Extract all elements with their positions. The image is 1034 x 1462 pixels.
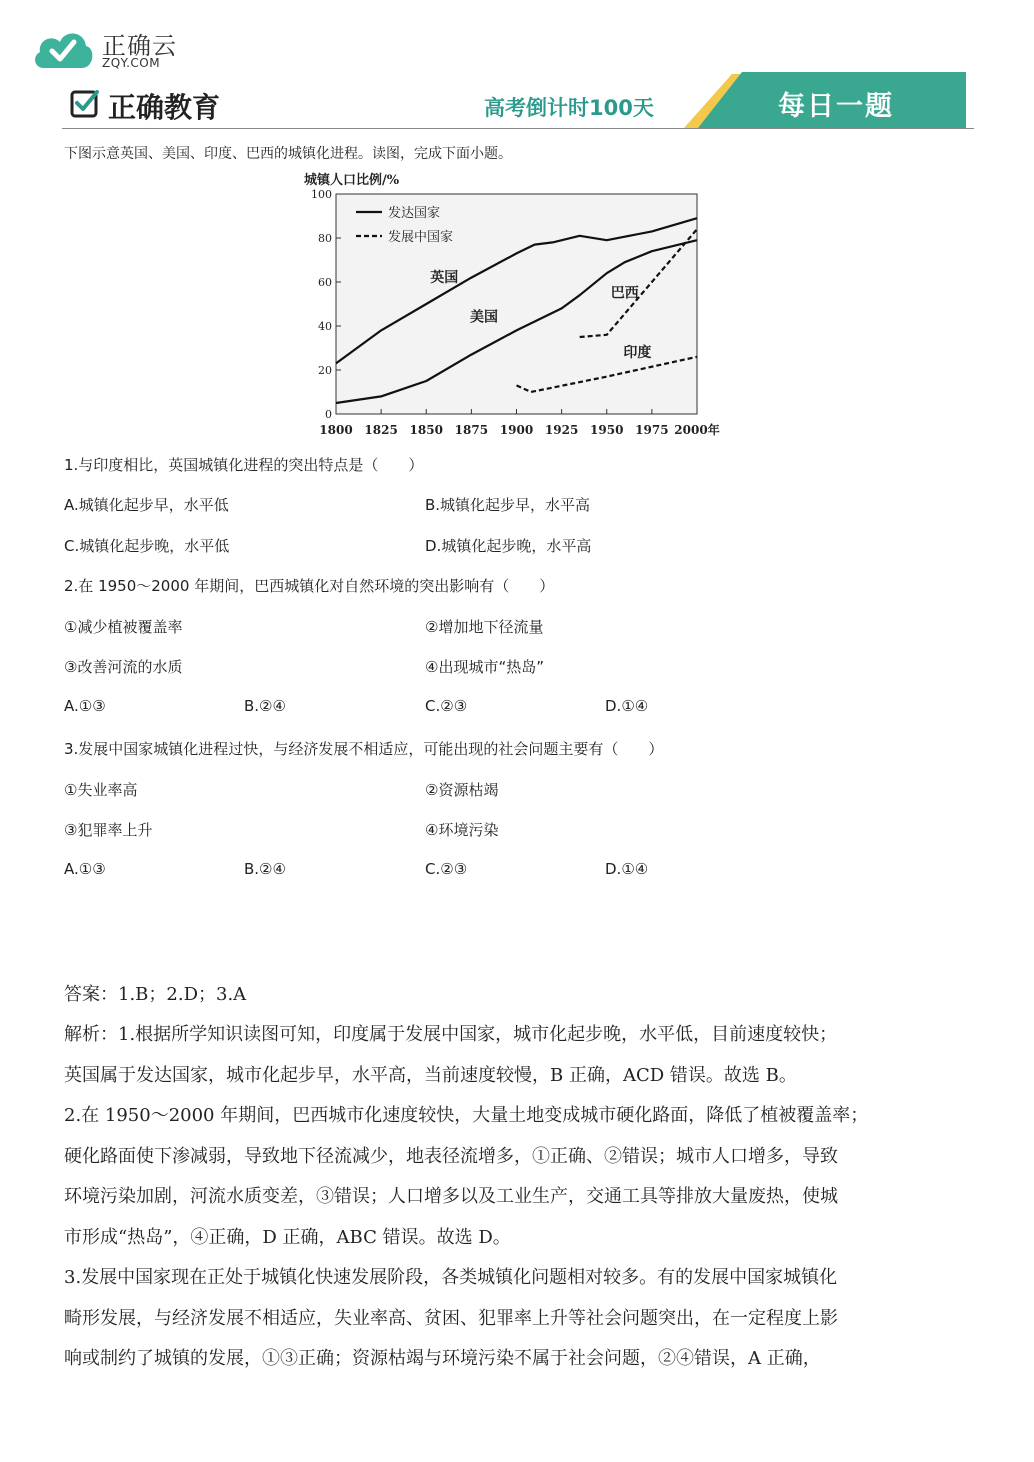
brand-name: 正确云 [102,32,177,60]
series-label: 印度 [623,344,652,361]
series-label: 美国 [470,309,499,326]
analysis-line: 响或制约了城镇的发展，①③正确；资源枯竭与环境污染不属于社会问题，②④错误，A 正确， [64,1348,821,1369]
q2-option-a: A.①③ [64,697,106,715]
x-tick-label: 1800 [319,423,353,437]
analysis-line: 2.在 1950～2000 年期间，巴西城市化速度较快，大量土地变成城市硬化路面，降低了植被覆盖率； [64,1105,869,1126]
urbanization-chart [300,168,730,442]
zqy-cloud-logo-icon [30,24,96,72]
q2-item-2: ②增加地下径流量 [425,618,544,636]
q2-option-c: C.②③ [425,697,468,715]
series-label: 英国 [430,270,459,286]
daily-question-label: 每日一题 [778,91,894,122]
analysis-line: 英国属于发达国家，城市化起步早，水平高，当前速度较慢，B 正确，ACD 错误。故选 B。 [64,1065,797,1086]
q3-option-c: C.②③ [425,860,468,878]
checkbox-logo-icon [70,88,100,118]
x-tick-label: 1875 [454,423,489,437]
q3-option-a: A.①③ [64,860,106,878]
analysis-line: 市形成“热岛”，④正确，D 正确，ABC 错误。故选 D。 [64,1227,511,1248]
intro-text: 下图示意英国、美国、印度、巴西的城镇化进程。读图，完成下面小题。 [64,146,512,162]
legend-label: 发展中国家 [388,230,454,245]
x-tick-label: 1850 [409,423,443,437]
answer-line: 答案：1.B；2.D；3.A [64,984,247,1005]
q1-stem: 1.与印度相比，英国城镇化进程的突出特点是（ ） [64,456,424,474]
x-tick-label: 1950 [590,423,624,437]
analysis-line: 畸形发展，与经济发展不相适应，失业率高、贫困、犯罪率上升等社会问题突出，在一定程度上影 [64,1308,838,1329]
y-tick-label: 0 [325,408,332,421]
countdown-text: 高考倒计时100天 [484,96,654,120]
q2-option-b: B.②④ [244,697,286,715]
q2-stem: 2.在 1950～2000 年期间，巴西城镇化对自然环境的突出影响有（ ） [64,577,555,595]
x-tick-label: 1975 [635,423,669,437]
legend-label: 发达国家 [388,206,441,221]
analysis-line: 3.发展中国家现在正处于城镇化快速发展阶段，各类城镇化问题相对较多。有的发展中国家城镇化 [64,1267,838,1288]
q3-item-2: ②资源枯竭 [425,781,499,799]
analysis-line: 解析：1.根据所学知识读图可知，印度属于发展中国家，城市化起步晚，水平低，目前速度较快； [64,1024,838,1045]
y-tick-label: 40 [318,320,332,333]
x-tick-label: 1925 [544,423,579,437]
y-tick-label: 100 [311,188,332,201]
q1-option-c: C.城镇化起步晚，水平低 [64,537,230,555]
series-label: 巴西 [610,285,639,302]
analysis-line: 硬化路面使下渗减弱，导致地下径流减少，地表径流增多，①正确、②错误；城市人口增多，导致 [64,1146,838,1167]
edu-title: 正确教育 [108,91,221,124]
plot-area [336,194,697,414]
x-tick-label: 1900 [499,423,534,437]
q3-item-1: ①失业率高 [64,781,138,799]
y-axis-label: 城镇人口比例/% [304,173,400,188]
q2-item-1: ①减少植被覆盖率 [64,618,183,636]
q2-option-d: D.①④ [605,697,649,715]
y-tick-label: 60 [318,276,332,289]
q1-option-d: D.城镇化起步晚，水平高 [425,537,592,555]
brand-domain: ZQY.COM [102,56,161,70]
q3-item-4: ④环境污染 [425,821,499,839]
x-tick-label: 1825 [364,423,398,437]
header-divider [62,128,974,129]
q1-option-b: B.城镇化起步早，水平高 [425,496,591,514]
q2-item-4: ④出现城市“热岛” [425,658,544,676]
q3-stem: 3.发展中国家城镇化进程过快，与经济发展不相适应，可能出现的社会问题主要有（ ） [64,740,664,758]
analysis-line: 环境污染加剧，河流水质变差，③错误；人口增多以及工业生产，交通工具等排放大量废热，使城 [64,1186,838,1207]
q3-option-b: B.②④ [244,860,286,878]
x-tick-label: 2000年 [674,423,720,437]
y-tick-label: 20 [318,364,332,377]
y-tick-label: 80 [318,232,332,245]
q1-option-a: A.城镇化起步早，水平低 [64,496,229,514]
q3-option-d: D.①④ [605,860,649,878]
q3-item-3: ③犯罪率上升 [64,821,153,839]
q2-item-3: ③改善河流的水质 [64,658,183,676]
